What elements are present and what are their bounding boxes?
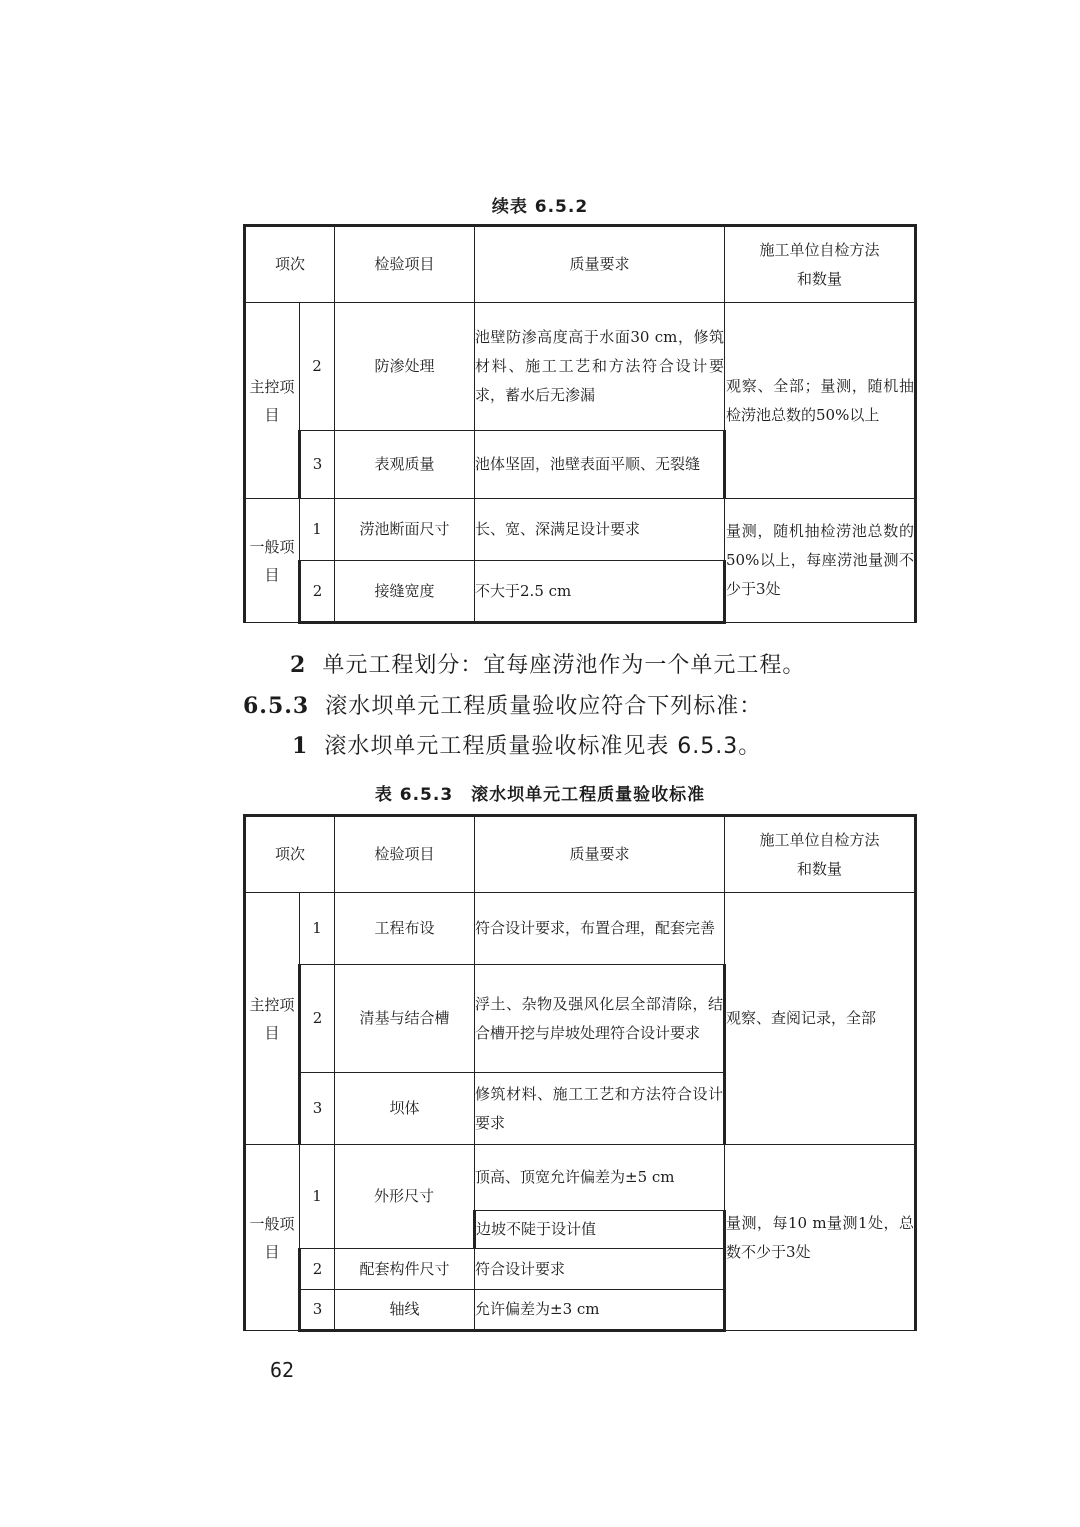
row-no: 3 bbox=[300, 1290, 335, 1331]
self-check-method: 量测，随机抽检涝池总数的50%以上，每座涝池量测不少于3处 bbox=[725, 499, 916, 623]
header-self-check-method: 施工单位自检方法和数量 bbox=[725, 226, 916, 303]
paragraph bbox=[292, 729, 761, 760]
row-no: 1 bbox=[300, 499, 335, 561]
quality-requirement: 符合设计要求 bbox=[475, 1249, 725, 1290]
quality-requirement: 符合设计要求，布置合理，配套完善 bbox=[475, 893, 725, 965]
paragraph-text: 滚水坝单元工程质量验收应符合下列标准： bbox=[325, 694, 763, 719]
quality-requirement: 边坡不陡于设计值 bbox=[475, 1211, 725, 1249]
paragraph-text: 单元工程划分：宜每座涝池作为一个单元工程。 bbox=[322, 653, 806, 678]
row-no: 2 bbox=[300, 965, 335, 1073]
paragraph-number: 2 bbox=[290, 652, 307, 678]
category-main-control: 主控项目 bbox=[245, 893, 300, 1145]
row-no: 2 bbox=[300, 561, 335, 623]
header-quality-requirement: 质量要求 bbox=[475, 226, 725, 303]
category-general: 一般项目 bbox=[245, 1145, 300, 1331]
self-check-method: 观察、全部；量测，随机抽检涝池总数的50%以上 bbox=[725, 303, 916, 499]
inspection-item: 轴线 bbox=[335, 1290, 475, 1331]
table-6-5-2-continued bbox=[243, 224, 917, 624]
inspection-item: 工程布设 bbox=[335, 893, 475, 965]
quality-requirement: 不大于2.5 cm bbox=[475, 561, 725, 623]
header-item-no: 项次 bbox=[245, 816, 335, 893]
table1-caption: 续表 6.5.2 bbox=[491, 197, 589, 217]
inspection-item: 防渗处理 bbox=[335, 303, 475, 431]
category-general: 一般项目 bbox=[245, 499, 300, 623]
inspection-item: 涝池断面尺寸 bbox=[335, 499, 475, 561]
paragraph bbox=[290, 648, 805, 679]
inspection-item: 接缝宽度 bbox=[335, 561, 475, 623]
quality-requirement: 长、宽、深满足设计要求 bbox=[475, 499, 725, 561]
table2-caption: 表 6.5.3 滚水坝单元工程质量验收标准 bbox=[374, 785, 706, 805]
quality-requirement: 顶高、顶宽允许偏差为±5 cm bbox=[475, 1145, 725, 1211]
row-no: 3 bbox=[300, 431, 335, 499]
quality-requirement: 修筑材料、施工工艺和方法符合设计要求 bbox=[475, 1073, 725, 1145]
header-inspection-item: 检验项目 bbox=[335, 226, 475, 303]
self-check-method: 观察、查阅记录，全部 bbox=[725, 893, 916, 1145]
quality-requirement: 允许偏差为±3 cm bbox=[475, 1290, 725, 1331]
inspection-item: 外形尺寸 bbox=[335, 1145, 475, 1249]
category-main-control: 主控项目 bbox=[245, 303, 300, 499]
row-no: 2 bbox=[300, 1249, 335, 1290]
inspection-item: 坝体 bbox=[335, 1073, 475, 1145]
header-item-no: 项次 bbox=[245, 226, 335, 303]
inspection-item: 配套构件尺寸 bbox=[335, 1249, 475, 1290]
paragraph-number: 1 bbox=[292, 733, 309, 759]
quality-requirement: 浮土、杂物及强风化层全部清除，结合槽开挖与岸坡处理符合设计要求 bbox=[475, 965, 725, 1073]
self-check-method: 量测，每10 m量测1处，总数不少于3处 bbox=[725, 1145, 916, 1331]
quality-requirement: 池壁防渗高度高于水面30 cm，修筑材料、施工工艺和方法符合设计要求，蓄水后无渗漏 bbox=[475, 303, 725, 431]
row-no: 3 bbox=[300, 1073, 335, 1145]
paragraph bbox=[243, 689, 762, 720]
quality-requirement: 池体坚固，池壁表面平顺、无裂缝 bbox=[475, 431, 725, 499]
header-self-check-method: 施工单位自检方法和数量 bbox=[725, 816, 916, 893]
page-number: 62 bbox=[270, 1358, 295, 1382]
inspection-item: 表观质量 bbox=[335, 431, 475, 499]
paragraph-number: 6.5.3 bbox=[243, 693, 310, 719]
row-no: 1 bbox=[300, 1145, 335, 1249]
paragraph-text: 滚水坝单元工程质量验收标准见表 6.5.3。 bbox=[324, 734, 762, 759]
inspection-item: 清基与结合槽 bbox=[335, 965, 475, 1073]
row-no: 2 bbox=[300, 303, 335, 431]
header-quality-requirement: 质量要求 bbox=[475, 816, 725, 893]
header-inspection-item: 检验项目 bbox=[335, 816, 475, 893]
table-6-5-3 bbox=[243, 814, 917, 1332]
row-no: 1 bbox=[300, 893, 335, 965]
